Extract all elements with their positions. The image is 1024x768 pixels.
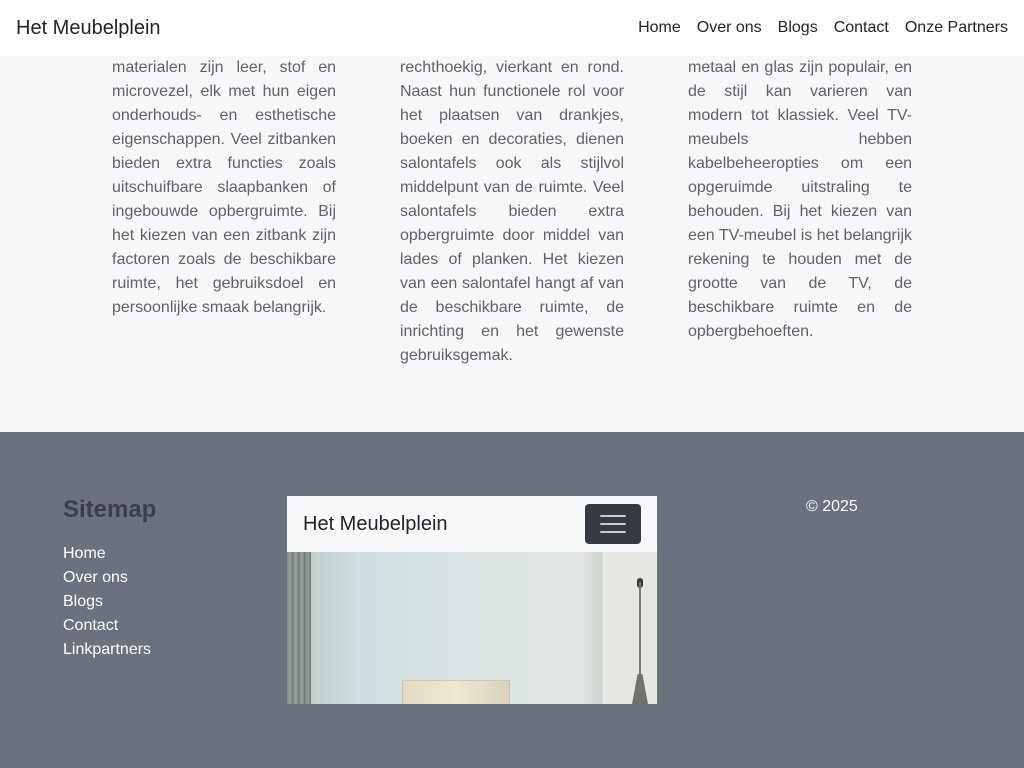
curtain-shape [287, 552, 311, 704]
sitemap [63, 496, 156, 662]
column-text: materialen zijn leer, stof en microvezel, elk met hun eigen onderhouds- en esthetische eigenschappen. Veel zitbanken bieden extra functies zoals uitschuifbare slaapbanken of ingebouwde opbergruimte. Bij het kiezen van een zitbank zijn factoren zoals de beschikbare ruimte, het gebruiksdoel en persoonlijke smaak belangrijk. [112, 59, 336, 316]
sitemap-item [63, 542, 156, 566]
column-salontafels [400, 56, 624, 368]
nav-over-ons[interactable]: Over ons [696, 19, 762, 36]
nav-home[interactable]: Home [638, 19, 681, 36]
column-text: rechthoekig, vierkant en rond. Naast hun functionele rol voor het plaatsen van drankjes, boeken en decoraties, dienen salontafels ook als stijlvol middelpunt van de ruimte. Veel salontafels bieden extra opbergruimte door middel van lades of planken. Het kiezen van een salontafel hangt af van de beschikbare ruimte, de inrichting en het gewenste gebruiksgemak. [400, 59, 624, 364]
nav-contact[interactable]: Contact [833, 19, 889, 36]
interior-photo [287, 552, 657, 704]
nav-blogs[interactable]: Blogs [777, 19, 818, 36]
wall-shape [603, 552, 657, 704]
sitemap-title: Sitemap [63, 496, 157, 523]
copyright-text: © 2025 [806, 498, 858, 515]
sitemap-item [63, 638, 156, 662]
wall-art-shape [402, 680, 510, 704]
sitemap-item [63, 614, 156, 638]
main-nav [638, 19, 1008, 37]
lamp-cord-shape [639, 582, 641, 678]
column-tv-meubels [688, 56, 912, 344]
sitemap-list [63, 542, 156, 662]
sitemap-link-blogs[interactable]: Blogs [63, 593, 104, 610]
sitemap-item [63, 590, 156, 614]
preview-navbar [287, 496, 657, 552]
sitemap-link-over-ons[interactable]: Over ons [63, 569, 128, 586]
hamburger-menu-icon[interactable] [585, 504, 641, 544]
article-columns-section [0, 56, 1024, 432]
site-footer [0, 432, 1024, 768]
sitemap-item [63, 566, 156, 590]
nav-onze-partners[interactable]: Onze Partners [904, 19, 1008, 36]
brand-logo-link[interactable]: Het Meubelplein [16, 16, 161, 39]
sitemap-link-home[interactable]: Home [63, 545, 106, 562]
embedded-site-preview[interactable] [287, 496, 657, 704]
menu-bar-line [600, 523, 626, 525]
menu-bar-line [600, 515, 626, 517]
preview-brand[interactable]: Het Meubelplein [303, 512, 448, 535]
sitemap-link-contact[interactable]: Contact [63, 617, 119, 634]
column-zitbanken [112, 56, 336, 320]
menu-bar-line [600, 531, 626, 533]
sitemap-link-linkpartners[interactable]: Linkpartners [63, 641, 152, 658]
top-navbar [0, 0, 1024, 56]
column-text: metaal en glas zijn populair, en de stijl kan varieren van modern tot klassiek. Veel TV-meubels hebben kabelbeheeropties om een opgeruimde uitstraling te behouden. Bij het kiezen van een TV-meubel is het belangrijk rekening te houden met de grootte van de TV, de beschikbare ruimte en de opbergbehoeften. [688, 59, 912, 340]
